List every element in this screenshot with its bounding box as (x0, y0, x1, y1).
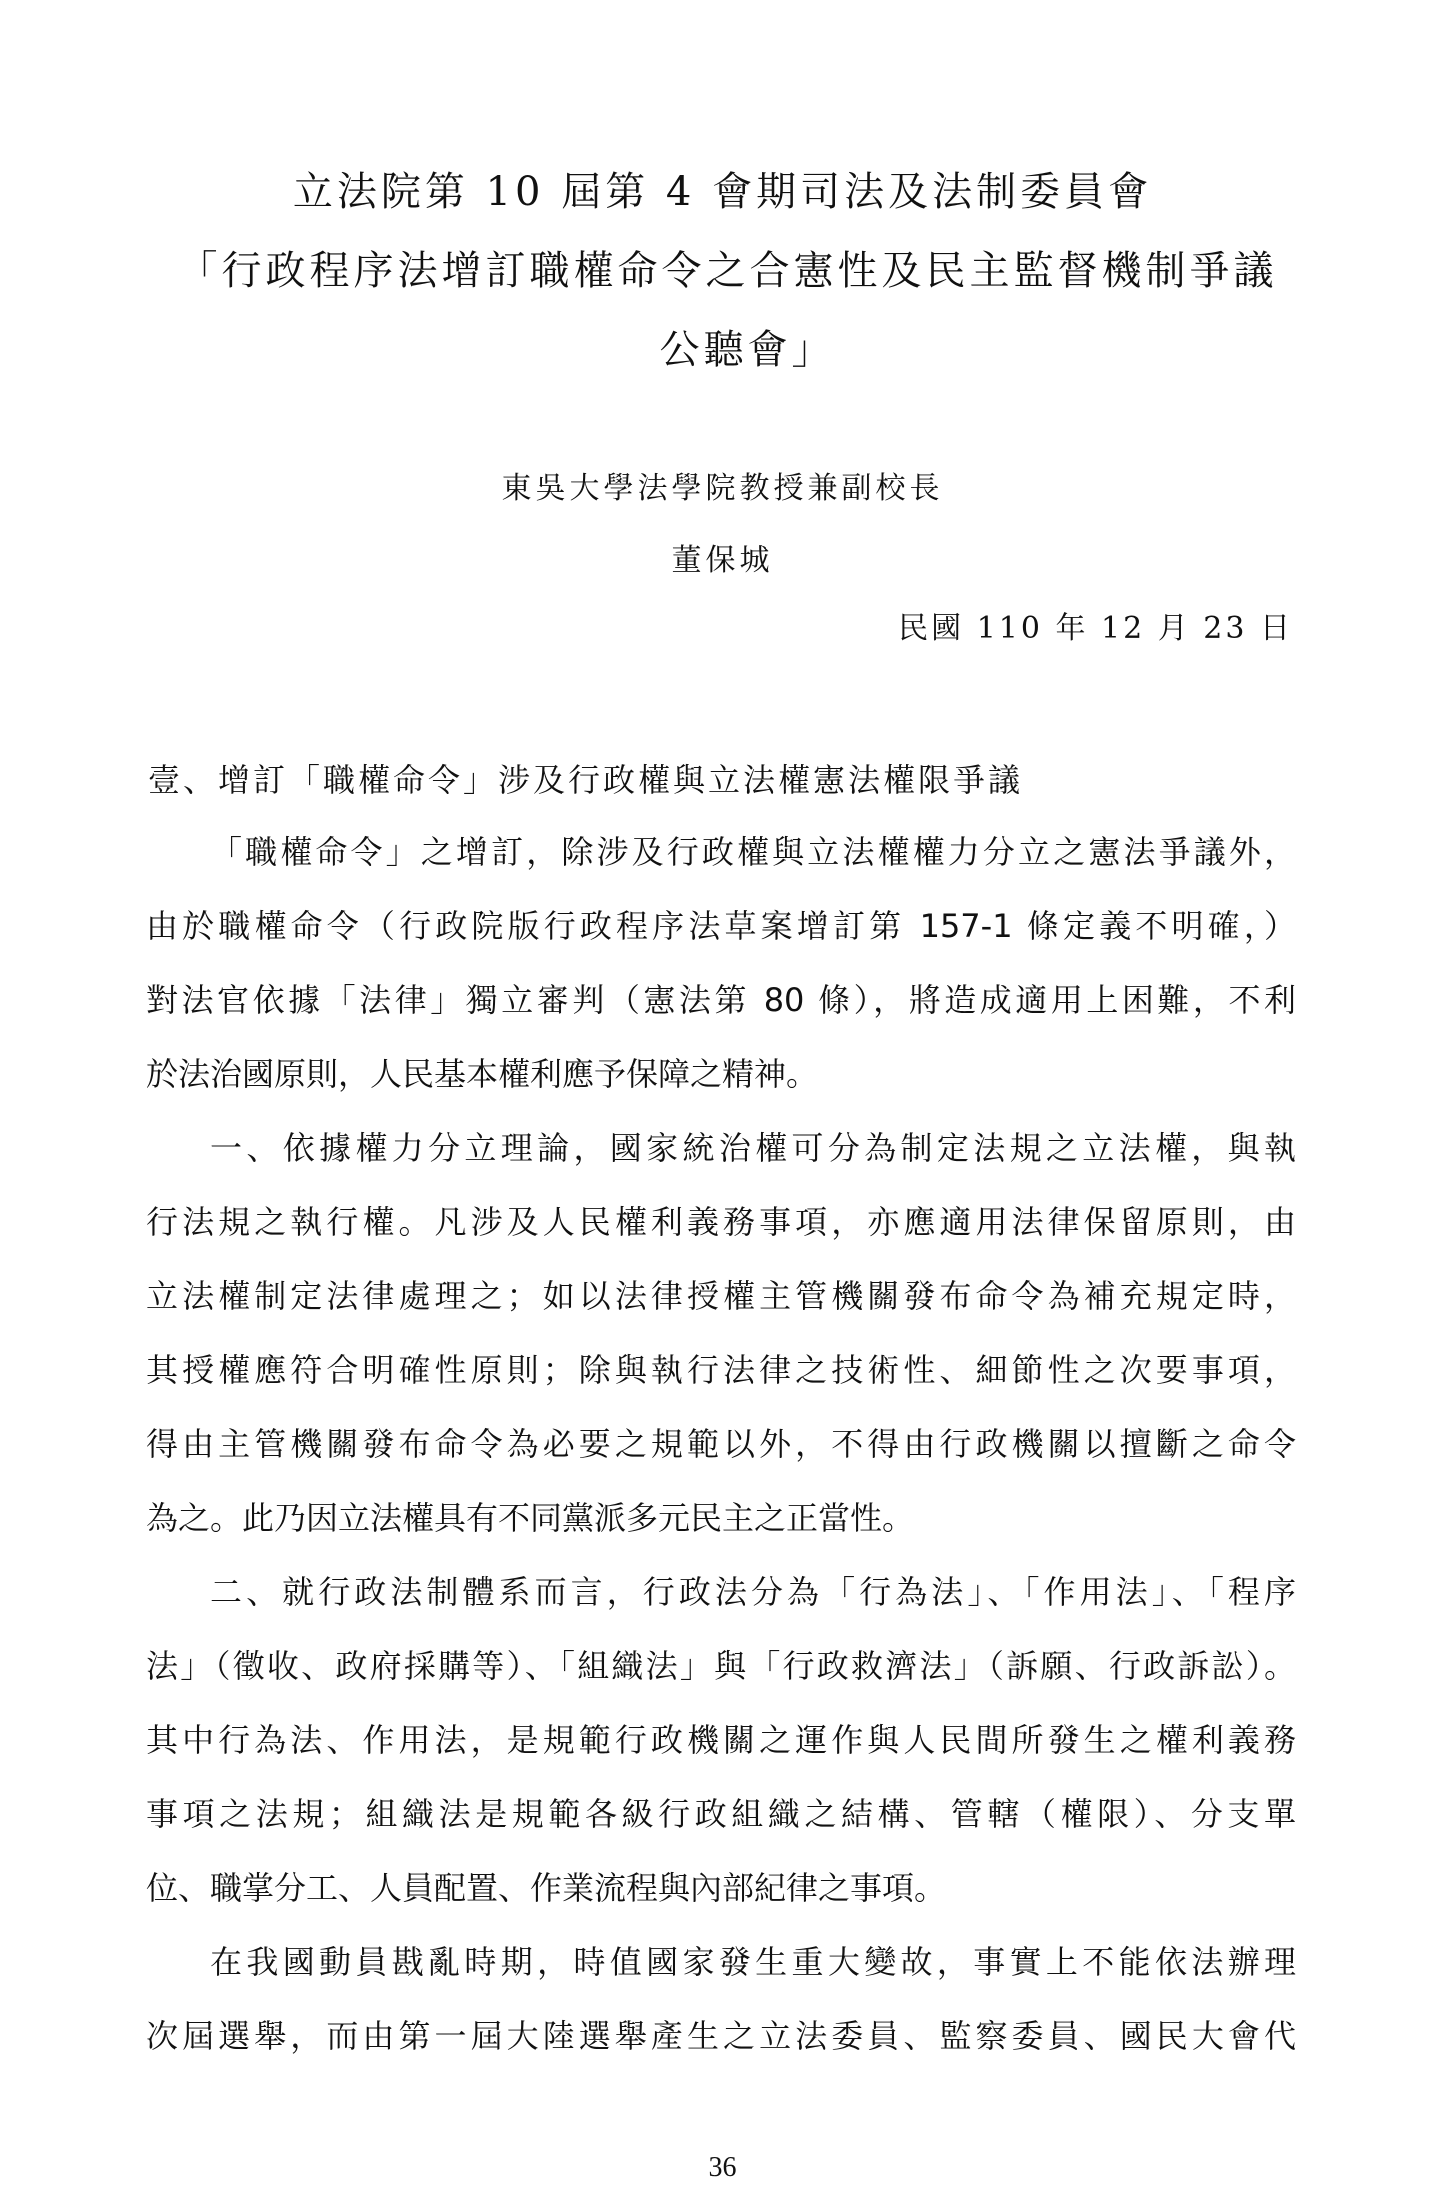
paragraph-1 (146, 815, 1296, 1111)
text-line: 由於職權命令（行政院版行政程序法草案增訂第 157-1 條定義不明確，） (146, 907, 1296, 945)
paragraph-4 (146, 1925, 1296, 2073)
text-line: 事項之法規；組織法是規範各級行政組織之結構、管轄（權限）、分支單 (146, 1795, 1296, 1833)
document-date: 民國 110 年 12 月 23 日 (898, 611, 1293, 646)
text-line: 其授權應符合明確性原則；除與執行法律之技術性、細節性之次要事項， (146, 1351, 1296, 1389)
title-line-1: 立法院第 10 屆第 4 會期司法及法制委員會 (292, 169, 1153, 215)
text-line: 位、職掌分工、人員配置、作業流程與內部紀律之事項。 (146, 1869, 947, 1907)
title-line-2: 「行政程序法增訂職權命令之合憲性及民主監督機制爭議 (177, 248, 1278, 294)
text-line: 對法官依據「法律」獨立審判（憲法第 80 條），將造成適用上困難，不利 (146, 981, 1296, 1019)
author-affiliation: 東吳大學法學院教授兼副校長 (501, 471, 944, 506)
text-line: 「職權命令」之增訂，除涉及行政權與立法權權力分立之憲法爭議外， (210, 833, 1296, 871)
author-name: 董保城 (671, 543, 774, 578)
body-text (146, 815, 1296, 2073)
text-line: 法」（徵收、政府採購等）、「組織法」與「行政救濟法」（訴願、行政訴訟）。 (146, 1647, 1296, 1685)
text-line: 二、就行政法制體系而言，行政法分為「行為法」、「作用法」、「程序 (210, 1573, 1296, 1611)
text-line: 在我國動員戡亂時期，時值國家發生重大變故，事實上不能依法辦理 (210, 1943, 1296, 1981)
text-line: 得由主管機關發布命令為必要之規範以外，不得由行政機關以擅斷之命令 (146, 1425, 1296, 1463)
text-line: 一、依據權力分立理論，國家統治權可分為制定法規之立法權，與執 (210, 1129, 1296, 1167)
paragraph-3 (146, 1555, 1296, 1925)
text-line: 於法治國原則，人民基本權利應予保障之精神。 (146, 1055, 819, 1093)
text-line: 立法權制定法律處理之；如以法律授權主管機關發布命令為補充規定時， (146, 1277, 1296, 1315)
title-line-3: 公聽會」 (659, 327, 836, 373)
text-line: 行法規之執行權。凡涉及人民權利義務事項，亦應適用法律保留原則，由 (146, 1203, 1296, 1241)
text-line: 次屆選舉，而由第一屆大陸選舉產生之立法委員、監察委員、國民大會代 (146, 2017, 1296, 2055)
section-heading: 壹、增訂「職權命令」涉及行政權與立法權憲法權限爭議 (148, 761, 1024, 799)
text-line: 其中行為法、作用法，是規範行政機關之運作與人民間所發生之權利義務 (146, 1721, 1296, 1759)
paragraph-2 (146, 1111, 1296, 1555)
text-line: 為之。此乃因立法權具有不同黨派多元民主之正當性。 (146, 1499, 915, 1537)
page-number: 36 (708, 2152, 737, 2183)
